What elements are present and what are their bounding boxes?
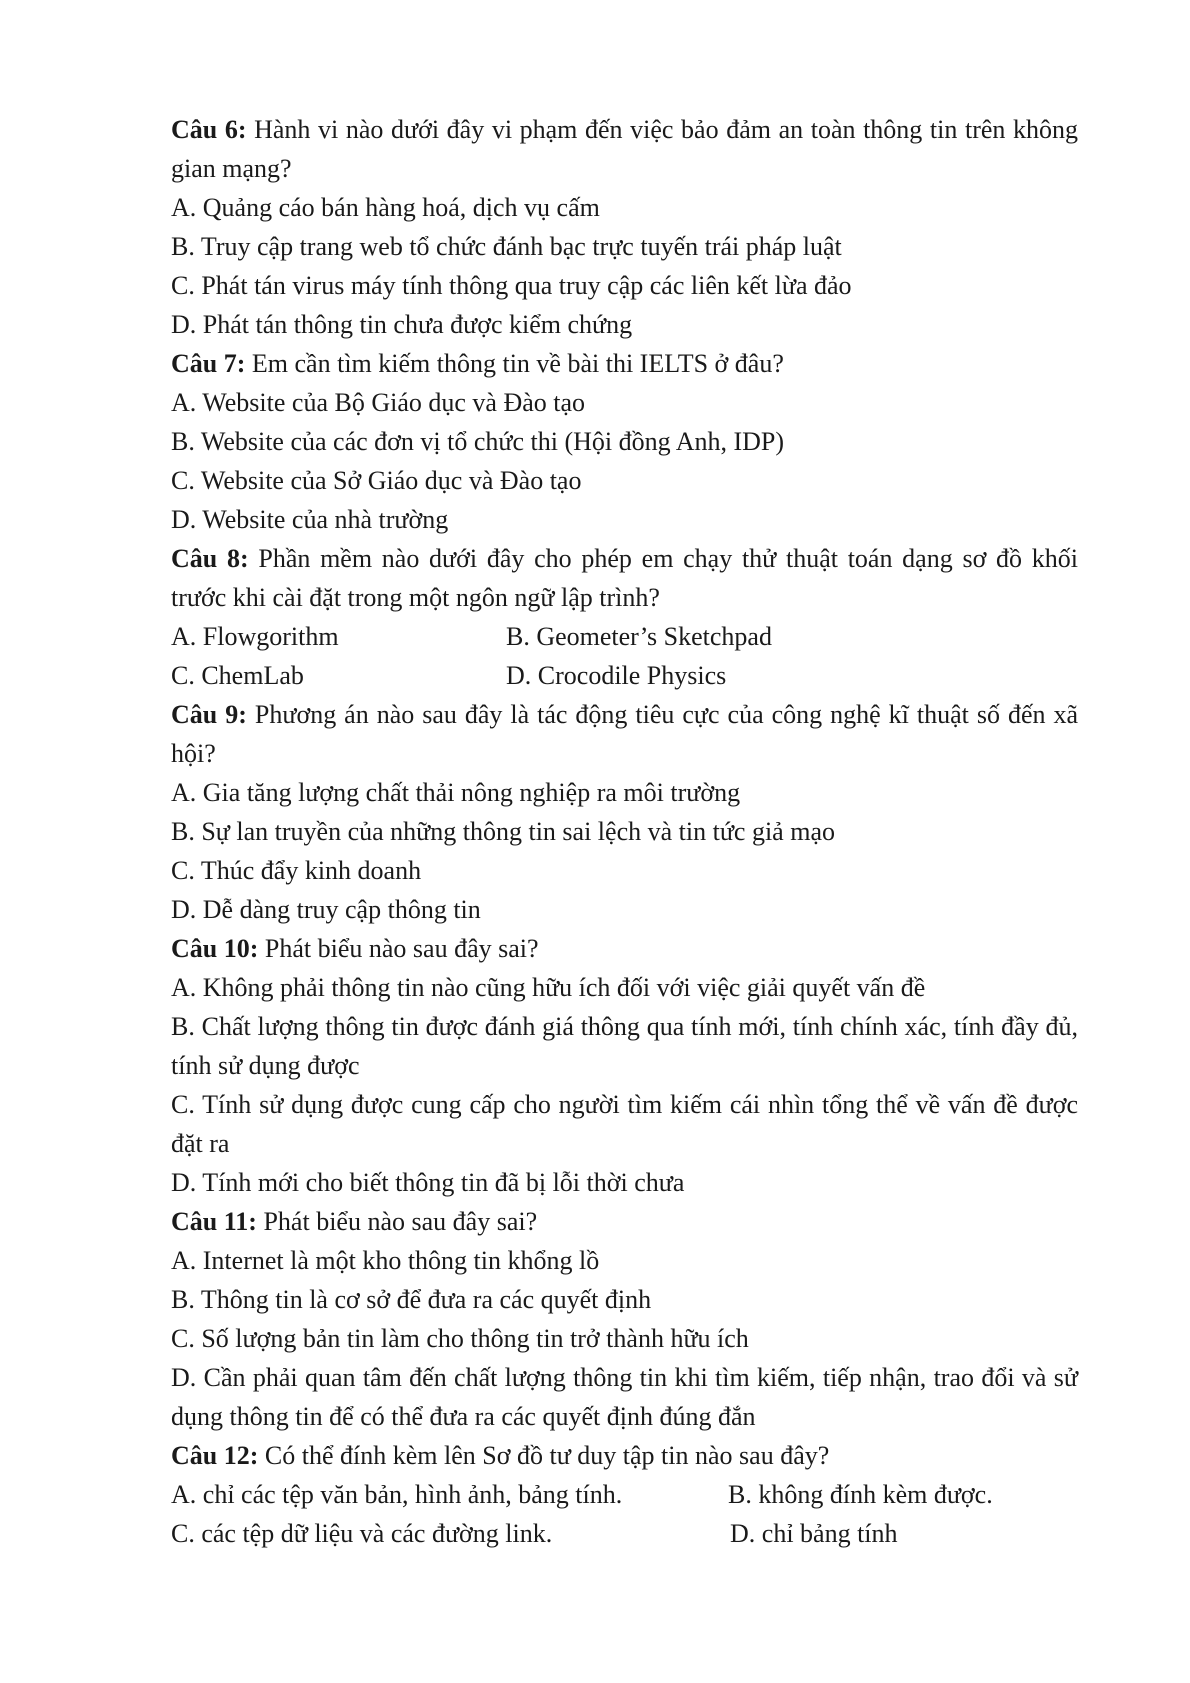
question-number: Câu 8: <box>171 544 249 573</box>
question-stem <box>171 344 1078 383</box>
option-d: D. chỉ bảng tính <box>730 1519 898 1548</box>
question-text: Phát biểu nào sau đây sai? <box>263 1207 538 1236</box>
option-c: C. Thúc đẩy kinh doanh <box>171 856 422 885</box>
option-row <box>171 656 1078 695</box>
question-number: Câu 11: <box>171 1207 257 1236</box>
question-number: Câu 10: <box>171 934 259 963</box>
question-stem <box>171 1202 1078 1241</box>
option-b: B. Website của các đơn vị tổ chức thi (Hội đồng Anh, IDP) <box>171 427 785 456</box>
option-b: B. không đính kèm được. <box>728 1480 993 1509</box>
option-c: C. Website của Sở Giáo dục và Đào tạo <box>171 466 582 495</box>
question-stem <box>171 929 1078 968</box>
question-stem <box>171 110 1078 188</box>
question-9 <box>171 695 1078 929</box>
question-text: Phát biểu nào sau đây sai? <box>264 934 539 963</box>
question-number: Câu 6: <box>171 115 247 144</box>
question-stem <box>171 539 1078 617</box>
option-c: C. Tính sử dụng được cung cấp cho người tìm kiếm cái nhìn tổng thể về vấn đề được đặt ra <box>171 1090 1078 1158</box>
option-c: C. các tệp dữ liệu và các đường link. <box>171 1519 553 1548</box>
question-text: Em cần tìm kiếm thông tin về bài thi IELTS ở đâu? <box>251 349 784 378</box>
question-text: Có thể đính kèm lên Sơ đồ tư duy tập tin nào sau đây? <box>264 1441 830 1470</box>
option-c: C. ChemLab <box>171 661 304 690</box>
option-a: A. Quảng cáo bán hàng hoá, dịch vụ cấm <box>171 193 600 222</box>
document-page <box>171 110 1078 1553</box>
option-d: D. Website của nhà trường <box>171 505 449 534</box>
option-row <box>171 1475 1078 1514</box>
question-text: Phương án nào sau đây là tác động tiêu cực của công nghệ kĩ thuật số đến xã hội? <box>171 700 1079 768</box>
option-d: D. Dễ dàng truy cập thông tin <box>171 895 481 924</box>
question-text: Phần mềm nào dưới đây cho phép em chạy thử thuật toán dạng sơ đồ khối trước khi cài đặt trong một ngôn ngữ lập trình? <box>171 544 1078 612</box>
question-8 <box>171 539 1078 695</box>
option-d: D. Tính mới cho biết thông tin đã bị lỗi thời chưa <box>171 1168 685 1197</box>
option-d: D. Cần phải quan tâm đến chất lượng thông tin khi tìm kiếm, tiếp nhận, trao đổi và sử dụng thông tin để có thể đưa ra các quyết định đúng đắn <box>171 1363 1078 1431</box>
option-a: A. Website của Bộ Giáo dục và Đào tạo <box>171 388 586 417</box>
option-c: C. Phát tán virus máy tính thông qua truy cập các liên kết lừa đảo <box>171 271 852 300</box>
question-11 <box>171 1202 1078 1436</box>
question-number: Câu 7: <box>171 349 246 378</box>
question-number: Câu 9: <box>171 700 247 729</box>
option-row <box>171 1514 1078 1553</box>
option-c: C. Số lượng bản tin làm cho thông tin trở thành hữu ích <box>171 1324 749 1353</box>
option-a: A. Internet là một kho thông tin khổng lồ <box>171 1246 600 1275</box>
option-b: B. Sự lan truyền của những thông tin sai lệch và tin tức giả mạo <box>171 817 835 846</box>
question-6 <box>171 110 1078 344</box>
question-12 <box>171 1436 1078 1553</box>
option-b: B. Thông tin là cơ sở để đưa ra các quyết định <box>171 1285 652 1314</box>
option-a: A. Gia tăng lượng chất thải nông nghiệp ra môi trường <box>171 778 741 807</box>
question-10 <box>171 929 1078 1202</box>
option-row <box>171 617 1078 656</box>
option-d: D. Phát tán thông tin chưa được kiểm chứng <box>171 310 633 339</box>
question-number: Câu 12: <box>171 1441 259 1470</box>
question-stem <box>171 695 1078 773</box>
question-text: Hành vi nào dưới đây vi phạm đến việc bảo đảm an toàn thông tin trên không gian mạng? <box>171 115 1078 183</box>
option-d: D. Crocodile Physics <box>506 661 727 690</box>
option-b: B. Geometer’s Sketchpad <box>506 622 772 651</box>
option-a: A. chỉ các tệp văn bản, hình ảnh, bảng tính. <box>171 1480 623 1509</box>
question-stem <box>171 1436 1078 1475</box>
option-a: A. Flowgorithm <box>171 622 339 651</box>
question-7 <box>171 344 1078 539</box>
option-a: A. Không phải thông tin nào cũng hữu ích đối với việc giải quyết vấn đề <box>171 973 926 1002</box>
option-b: B. Chất lượng thông tin được đánh giá thông qua tính mới, tính chính xác, tính đầy đủ, tính sử dụng được <box>171 1012 1078 1080</box>
option-b: B. Truy cập trang web tổ chức đánh bạc trực tuyến trái pháp luật <box>171 232 842 261</box>
